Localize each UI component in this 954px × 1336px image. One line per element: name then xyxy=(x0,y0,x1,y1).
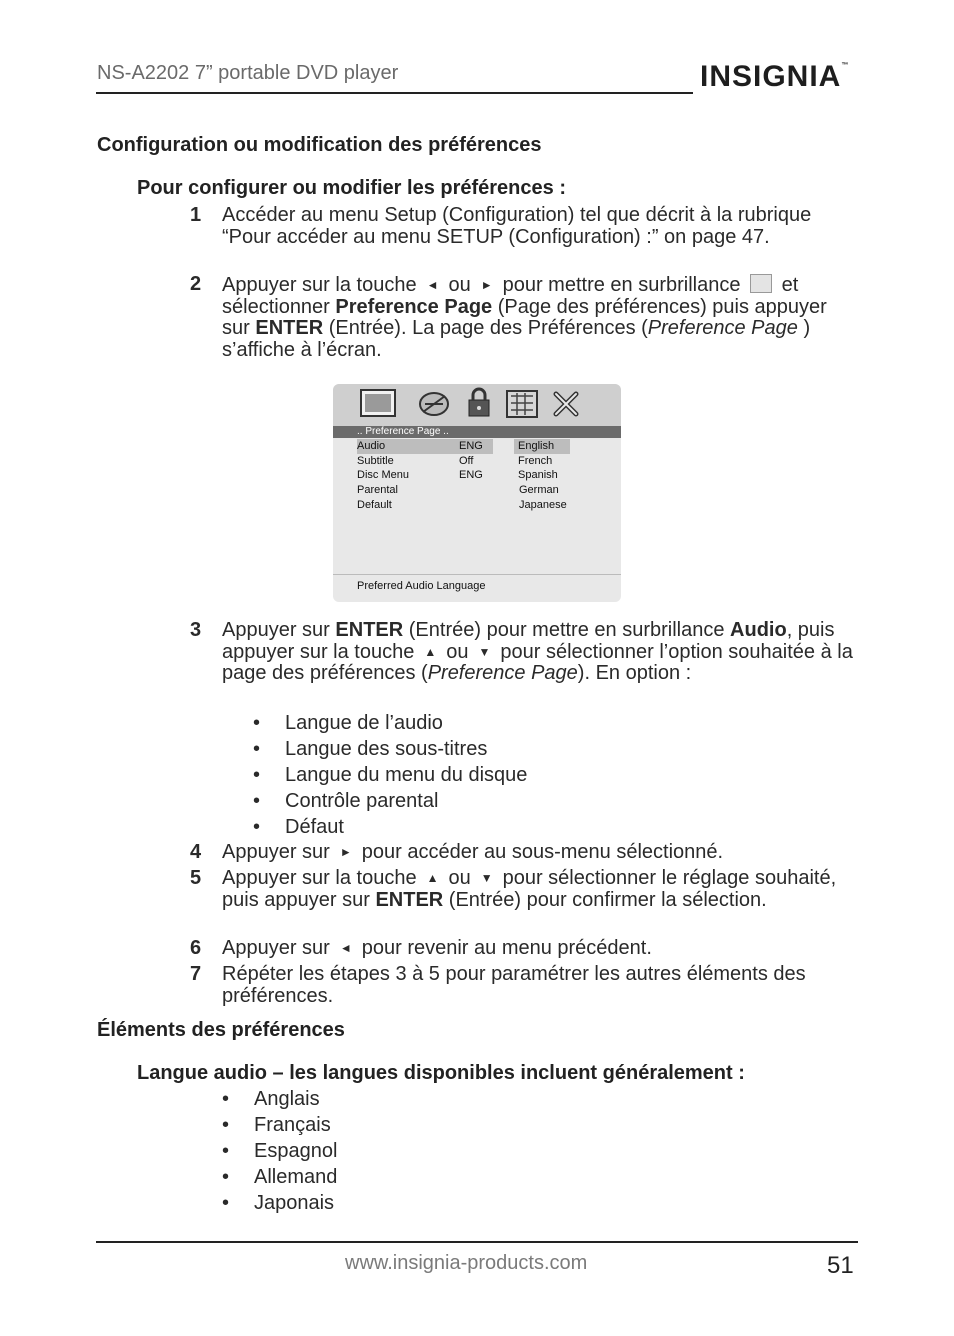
up-arrow-icon: ▲ xyxy=(424,644,437,659)
osd-language-option: French xyxy=(518,454,553,467)
step-number: 6 xyxy=(190,937,202,959)
preference-icon xyxy=(507,391,537,417)
step-7 xyxy=(190,964,860,1007)
logo-text: INSIGNIA xyxy=(700,60,842,93)
audio-setup-icon xyxy=(420,393,448,415)
left-arrow-icon: ◄ xyxy=(426,278,439,292)
step-text: Appuyer sur la touche ◄ ou ► pour mettre en surbrillance et sélectionner Preference Page (Page des préférences) puis appuyer sur ENTER (Entrée). La page des Préférences (Preference Page ) s’affiche à l’écran. xyxy=(222,274,827,361)
list-item: • Langue des sous-titres xyxy=(253,738,488,760)
osd-footer-divider xyxy=(333,574,621,575)
section-heading: Éléments des préférences xyxy=(97,1019,345,1041)
right-arrow-icon: ► xyxy=(480,278,493,292)
osd-help-text: Preferred Audio Language xyxy=(357,580,486,592)
osd-menu-values xyxy=(459,439,483,483)
list-item: • Japonais xyxy=(222,1192,335,1214)
header-divider xyxy=(96,92,693,94)
step-number: 1 xyxy=(190,204,202,226)
step-1 xyxy=(190,205,860,248)
step-text: Accéder au menu Setup (Configuration) tel que décrit à la rubrique “Pour accéder au menu SETUP (Configuration) :” on page 47. xyxy=(222,204,812,248)
osd-item-disc-menu: Disc Menu xyxy=(357,469,409,482)
osd-language-list xyxy=(514,439,570,513)
osd-language-option: Spanish xyxy=(518,469,558,482)
list-item: • Anglais xyxy=(222,1088,320,1110)
osd-item-default: Default xyxy=(357,498,392,511)
step-6 xyxy=(190,938,860,960)
step-text: Appuyer sur la touche ▲ ou ▼ pour sélectionner le réglage souhaité, puis appuyer sur ENTER (Entrée) pour confirmer la sélection. xyxy=(222,867,837,911)
brand-logo xyxy=(700,60,848,94)
preference-page-icon xyxy=(750,274,772,293)
step-4 xyxy=(190,842,860,864)
osd-icon-bar xyxy=(333,384,621,426)
section-heading: Configuration ou modification des préférences xyxy=(97,134,542,156)
step-text: Répéter les étapes 3 à 5 pour paramétrer les autres éléments des préférences. xyxy=(222,963,806,1007)
up-arrow-icon: ▲ xyxy=(426,871,439,885)
footer-divider xyxy=(96,1241,858,1243)
down-arrow-icon: ▼ xyxy=(478,644,491,659)
step-number: 3 xyxy=(190,619,202,641)
list-item: • Langue de l’audio xyxy=(253,712,443,734)
document-title: NS-A2202 7” portable DVD player xyxy=(97,62,399,84)
step-number: 5 xyxy=(190,867,202,889)
lock-icon xyxy=(469,389,489,416)
osd-language-option: English xyxy=(514,439,570,454)
subsection-heading: Pour configurer ou modifier les préférences : xyxy=(137,177,566,199)
preference-page-screenshot xyxy=(333,384,621,602)
step-5 xyxy=(190,868,860,911)
step-text: Appuyer sur ◄ pour revenir au menu précédent. xyxy=(222,937,652,959)
page-number: 51 xyxy=(827,1252,854,1279)
audio-languages-list xyxy=(222,1086,337,1216)
list-item: • Défaut xyxy=(253,816,344,838)
down-arrow-icon: ▼ xyxy=(480,871,493,885)
osd-icons xyxy=(333,384,621,426)
footer-website: www.insignia-products.com xyxy=(345,1252,588,1274)
osd-language-option: Japanese xyxy=(519,498,567,511)
list-item: • Contrôle parental xyxy=(253,790,439,812)
osd-item-audio: Audio xyxy=(357,439,493,454)
step-number: 4 xyxy=(190,841,202,863)
step-number: 2 xyxy=(190,273,202,295)
osd-item-subtitle: Subtitle xyxy=(357,454,394,467)
general-setup-icon xyxy=(361,390,395,416)
list-item: • Langue du menu du disque xyxy=(253,764,528,786)
step-3 xyxy=(190,620,860,685)
preference-options-list xyxy=(253,710,527,840)
osd-value-subtitle: Off xyxy=(459,454,474,467)
step-number: 7 xyxy=(190,963,202,985)
osd-language-option: German xyxy=(519,484,559,497)
right-arrow-icon: ► xyxy=(339,845,352,859)
step-text: Appuyer sur ► pour accéder au sous-menu sélectionné. xyxy=(222,841,724,863)
osd-item-parental: Parental xyxy=(357,484,398,497)
list-item: • Français xyxy=(222,1114,331,1136)
list-item: • Allemand xyxy=(222,1166,338,1188)
logo-trademark: ™ xyxy=(841,62,849,69)
step-2 xyxy=(190,274,860,361)
step-text: Appuyer sur ENTER (Entrée) pour mettre en surbrillance Audio, puis appuyer sur la touche ▲ ou ▼ pour sélectionner l’option souhaitée à la page des préférences (Preference Page). En option : xyxy=(222,619,853,684)
osd-value-audio: ENG xyxy=(459,440,483,452)
osd-value-disc-menu: ENG xyxy=(459,469,483,482)
osd-page-title: .. Preference Page .. xyxy=(333,426,621,438)
exit-icon xyxy=(556,394,576,414)
list-item: • Espagnol xyxy=(222,1140,338,1162)
left-arrow-icon: ◄ xyxy=(339,941,352,955)
subsection-heading: Langue audio – les langues disponibles incluent généralement : xyxy=(137,1062,745,1084)
